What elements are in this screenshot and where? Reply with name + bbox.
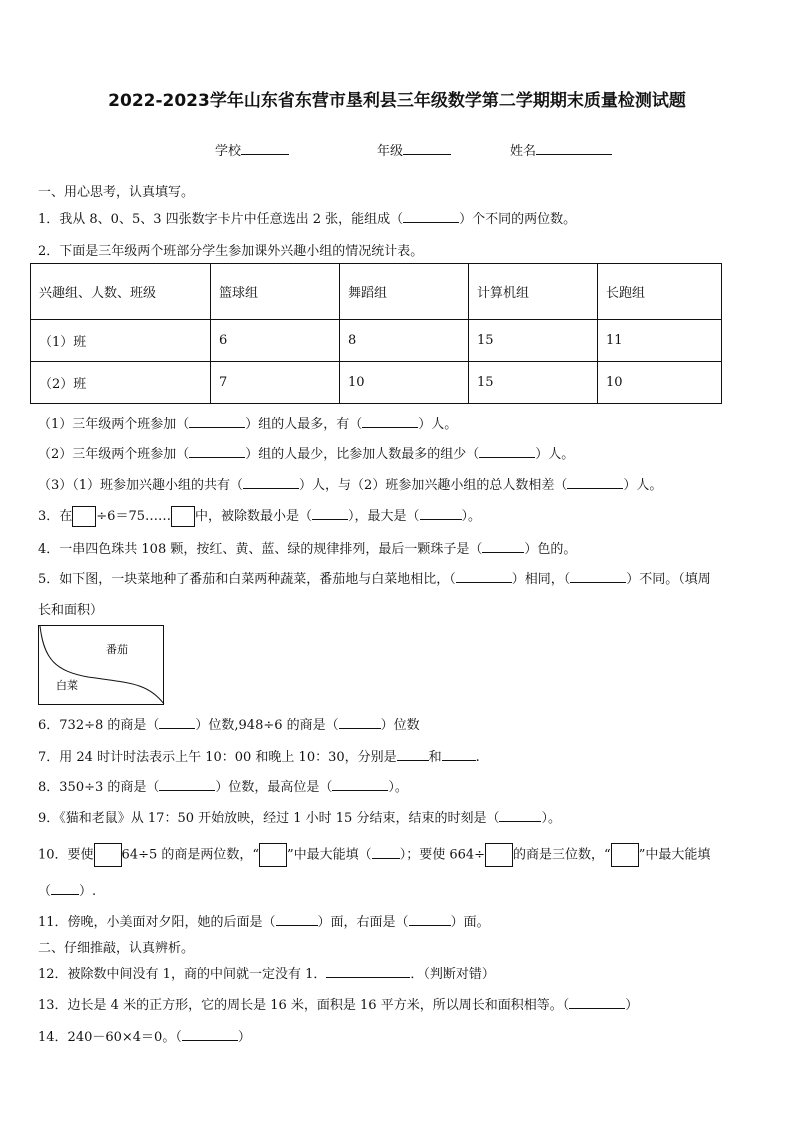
question-1: 1．我从 8、0、5、3 四张数字卡片中任意选出 2 张，能组成（ ）个不同的两位数。 bbox=[38, 212, 577, 227]
answer-blank[interactable] bbox=[189, 445, 245, 458]
answer-box[interactable] bbox=[485, 843, 513, 867]
question-4: 4．一串四色珠共 108 颗，按红、黄、蓝、绿的规律排列，最后一颗珠子是（ ）色的。 bbox=[38, 542, 577, 557]
table-cell: 15 bbox=[469, 362, 598, 404]
answer-blank[interactable] bbox=[397, 748, 429, 761]
table-cell: 15 bbox=[469, 320, 598, 362]
table-cell: （2）班 bbox=[31, 362, 211, 404]
table-header-row bbox=[31, 264, 722, 320]
section-heading-2: 二、仔细推敲，认真辨析。 bbox=[38, 941, 195, 956]
school-blank[interactable] bbox=[241, 142, 289, 155]
question-14: 14．240－60×4＝0。（ ） bbox=[38, 1030, 251, 1045]
answer-blank[interactable] bbox=[243, 476, 299, 489]
answer-box[interactable] bbox=[259, 843, 287, 867]
question-7: 7．用 24 时计时法表示上午 10：00 和晚上 10：30，分别是 和 . bbox=[38, 750, 480, 765]
interest-group-table bbox=[30, 263, 722, 404]
question-2-1: （1）三年级两个班参加（ ）组的人最多，有（ ）人。 bbox=[38, 417, 458, 432]
question-13: 13．边长是 4 米的正方形，它的周长是 16 米，面积是 16 平方米，所以周长和面积相等。（ ） bbox=[38, 998, 639, 1013]
vegetable-plot-figure bbox=[38, 625, 165, 706]
answer-blank[interactable] bbox=[189, 415, 245, 428]
grade-field[interactable] bbox=[377, 140, 451, 159]
grade-blank[interactable] bbox=[403, 142, 451, 155]
answer-blank[interactable] bbox=[312, 507, 348, 520]
question-10-continued: （ ）. bbox=[38, 884, 97, 899]
answer-blank[interactable] bbox=[442, 748, 476, 761]
answer-blank[interactable] bbox=[420, 507, 462, 520]
answer-blank[interactable] bbox=[570, 570, 626, 583]
answer-blank[interactable] bbox=[479, 445, 535, 458]
name-label: 姓名 bbox=[510, 144, 537, 159]
tomato-label: 番茄 bbox=[106, 643, 128, 656]
question-6: 6．732÷8 的商是（ ）位数,948÷6 的商是（ ）位数 bbox=[38, 718, 420, 733]
question-8: 8．350÷3 的商是（ ）位数，最高位是（ ）。 bbox=[38, 780, 408, 795]
table-header-cell: 长跑组 bbox=[598, 264, 722, 320]
name-field[interactable] bbox=[510, 140, 612, 159]
answer-blank[interactable] bbox=[332, 778, 388, 791]
question-12: 12．被除数中间没有 1，商的中间就一定没有 1． ．（判断对错） bbox=[38, 967, 495, 982]
answer-blank[interactable] bbox=[567, 476, 623, 489]
school-field[interactable] bbox=[215, 140, 289, 159]
answer-blank[interactable] bbox=[159, 778, 215, 791]
answer-blank[interactable] bbox=[409, 913, 451, 926]
table-cell: （1）班 bbox=[31, 320, 211, 362]
question-2: 2．下面是三年级两个班部分学生参加课外兴趣小组的情况统计表。 bbox=[38, 244, 424, 259]
grade-label: 年级 bbox=[377, 144, 404, 159]
table-cell: 10 bbox=[340, 362, 469, 404]
section-heading-1: 一、用心思考，认真填写。 bbox=[38, 185, 195, 200]
question-3: 3．在 ÷6＝75…… 中，被除数最小是（ ），最大是（ ）。 bbox=[38, 505, 481, 527]
table-cell: 11 bbox=[598, 320, 722, 362]
question-10: 10．要使 64÷5 的商是两位数，“ ”中最大能填（ ）；要使 664÷ 的商是三位数，“ ”中最大能填 bbox=[38, 843, 710, 867]
question-11: 11．傍晚，小美面对夕阳，她的后面是（ ）面，右面是（ ）面。 bbox=[38, 915, 490, 930]
answer-blank[interactable] bbox=[372, 846, 400, 859]
table-cell: 6 bbox=[211, 320, 340, 362]
table-header-cell: 篮球组 bbox=[211, 264, 340, 320]
answer-blank[interactable] bbox=[403, 210, 459, 223]
answer-blank[interactable] bbox=[326, 965, 410, 978]
name-blank[interactable] bbox=[536, 142, 612, 155]
answer-box[interactable] bbox=[72, 506, 96, 527]
answer-box[interactable] bbox=[94, 843, 122, 867]
table-header-cell: 计算机组 bbox=[469, 264, 598, 320]
answer-blank[interactable] bbox=[182, 1028, 238, 1041]
answer-box[interactable] bbox=[171, 506, 195, 527]
table-cell: 10 bbox=[598, 362, 722, 404]
answer-blank[interactable] bbox=[51, 882, 79, 895]
question-2-3: （3）（1）班参加兴趣小组的共有（ ）人，与（2）班参加兴趣小组的总人数相差（ ）人。 bbox=[38, 478, 663, 493]
table-row bbox=[31, 320, 722, 362]
answer-blank[interactable] bbox=[569, 996, 625, 1009]
cabbage-label: 白菜 bbox=[56, 679, 78, 692]
question-5: 5．如下图，一块菜地种了番茄和白菜两种蔬菜，番茄地与白菜地相比，（ ）相同，（ ）不同。（填周 bbox=[38, 572, 711, 587]
table-cell: 7 bbox=[211, 362, 340, 404]
question-5-continued: 长和面积） bbox=[38, 603, 104, 618]
table-row bbox=[31, 362, 722, 404]
answer-blank[interactable] bbox=[499, 809, 541, 822]
answer-box[interactable] bbox=[611, 843, 639, 867]
question-2-2: （2）三年级两个班参加（ ）组的人最少，比参加人数最多的组少（ ）人。 bbox=[38, 447, 575, 462]
answer-blank[interactable] bbox=[159, 716, 195, 729]
school-label: 学校 bbox=[215, 144, 242, 159]
table-header-cell: 舞蹈组 bbox=[340, 264, 469, 320]
page-title: 2022-2023学年山东省东营市垦利县三年级数学第二学期期末质量检测试题 bbox=[108, 91, 686, 111]
table-header-cell: 兴趣组、人数、班级 bbox=[31, 264, 211, 320]
question-9: 9．《猫和老鼠》从 17：50 开始放映，经过 1 小时 15 分结束，结束的时刻是（ ）。 bbox=[38, 811, 561, 826]
answer-blank[interactable] bbox=[482, 540, 524, 553]
answer-blank[interactable] bbox=[456, 570, 512, 583]
table-cell: 8 bbox=[340, 320, 469, 362]
answer-blank[interactable] bbox=[276, 913, 318, 926]
answer-blank[interactable] bbox=[362, 415, 418, 428]
answer-blank[interactable] bbox=[339, 716, 381, 729]
